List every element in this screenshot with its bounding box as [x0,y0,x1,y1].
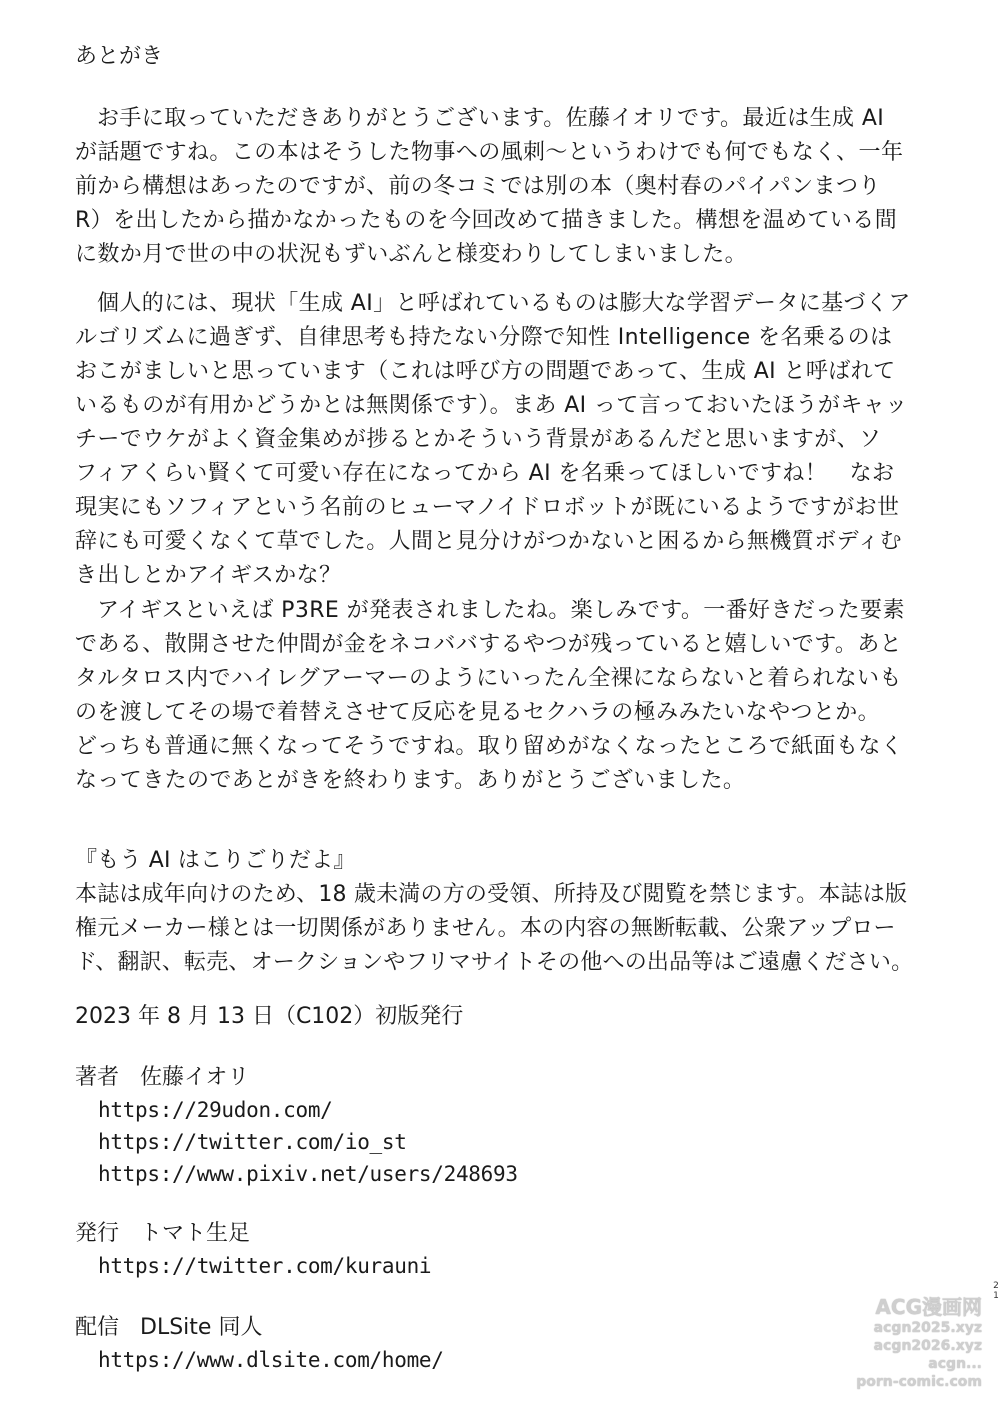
text-line: チーでウケがよく資金集めが捗るとかそういう背景があるんだと思いますが、ソ [75,427,882,452]
text-line: 個人的には、現状「生成 AI」と呼ばれているものは膨大な学習データに基づくア [97,291,911,316]
publication-date: 2023 年 8 月 13 日（C102）初版発行 [75,1004,464,1029]
afterword-paragraph-3 [75,594,937,798]
author-link[interactable]: https://www.pixiv.net/users/248693 [98,1162,518,1186]
text-line: に数か月で世の中の状況もずいぶんと様変わりしてしまいました。 [75,242,748,267]
distribution-link[interactable]: https://www.dlsite.com/home/ [98,1348,444,1372]
text-line: フィアくらい賢くて可愛い存在になってから AI を名乗ってほしいですね！ なお [75,461,895,486]
page-number [993,1281,999,1301]
text-line: 前から構想はあったのですが、前の冬コミでは別の本（奥村春のパイパンまつり [75,174,881,199]
watermark-text: acgn2026.xyz [873,1338,982,1354]
credit-distribution [75,1312,444,1376]
afterword-paragraph-1 [75,102,937,272]
text-line: が話題ですね。この本はそうした物事への風刺〜というわけでも何でもなく、一年 [75,140,904,165]
text-line: ルゴリズムに過ぎず、自律思考も持たない分際で知性 Intelligence を名乗るのは [75,325,893,350]
credit-role: 発行 [75,1221,120,1246]
watermark-text: ACG漫画网 [875,1295,982,1319]
notice-line: 本誌は成年向けのため、18 歳未満の方の受領、所持及び閲覧を禁じます。本誌は版 [75,882,908,907]
page-number-digit: 1 [993,1291,999,1301]
text-line: なってきたのであとがきを終わります。ありがとうございました。 [75,768,746,793]
credit-role: 配信 [75,1315,120,1340]
text-line: おこがましいと思っています（これは呼び方の問題であって、生成 AI と呼ばれて [75,359,896,384]
page-number-digit: 2 [993,1281,999,1291]
credit-publisher [75,1218,431,1282]
watermark-text: acgn... [928,1356,982,1372]
watermark [840,1295,982,1391]
text-line: タルタロス内でハイレグアーマーのようにいったん全裸にならないと着られないも [75,666,902,691]
credit-name: トマト生足 [140,1221,251,1246]
colophon [75,844,937,980]
text-line: いるものが有用かどうかとは無関係です）。まあ AI って言っておいたほうがキャッ [75,393,908,418]
text-line: である、散開させた仲間が金をネコババするやつが残っていると嬉しいです。あと [75,632,903,657]
text-line: のを渡してその場で着替えさせて反応を見るセクハラの極みみたいなやつとか。 [75,700,881,725]
credit-name: 佐藤イオリ [140,1065,250,1090]
author-link[interactable]: https://twitter.com/io_st [98,1130,407,1154]
credit-name: DLSite 同人 [140,1315,263,1340]
watermark-text: acgn2025.xyz [873,1320,982,1336]
text-line: 現実にもソフィアという名前のヒューマノイドロボットが既にいるようですがお世 [75,495,900,520]
notice-line: ド、翻訳、転売、オークションやフリマサイトその他への出品等はご遠慮ください。 [75,950,914,975]
text-line: き出しとかアイギスかな？ [75,563,342,588]
notice-line: 権元メーカー様とは一切関係がありません。本の内容の無断転載、公衆アップロー [75,916,896,941]
text-line: どっちも普通に無くなってそうですね。取り留めがなくなったところで紙面もなく [75,734,904,759]
afterword-heading: あとがき [75,44,164,69]
watermark-text: porn-comic.com [856,1374,982,1390]
author-link[interactable]: https://29udon.com/ [98,1098,333,1122]
text-line: R）を出したから描かなかったものを今回改めて描きました。構想を温めている間 [75,208,898,233]
credit-role: 著者 [75,1065,120,1090]
publisher-link[interactable]: https://twitter.com/kurauni [98,1254,432,1278]
text-line: 辞にも可愛くなくて草でした。人間と見分けがつかないと困るから無機質ボディむ [75,529,903,554]
text-line: アイギスといえば P3RE が発表されましたね。楽しみです。一番好きだった要素 [97,598,905,623]
afterword-paragraph-2 [75,287,937,593]
book-title: 『もう AI はこりごりだよ』 [75,848,356,873]
credit-author [75,1062,518,1190]
afterword-page [75,0,937,1412]
text-line: お手に取っていただきありがとうございます。佐藤イオリです。最近は生成 AI [97,106,885,131]
